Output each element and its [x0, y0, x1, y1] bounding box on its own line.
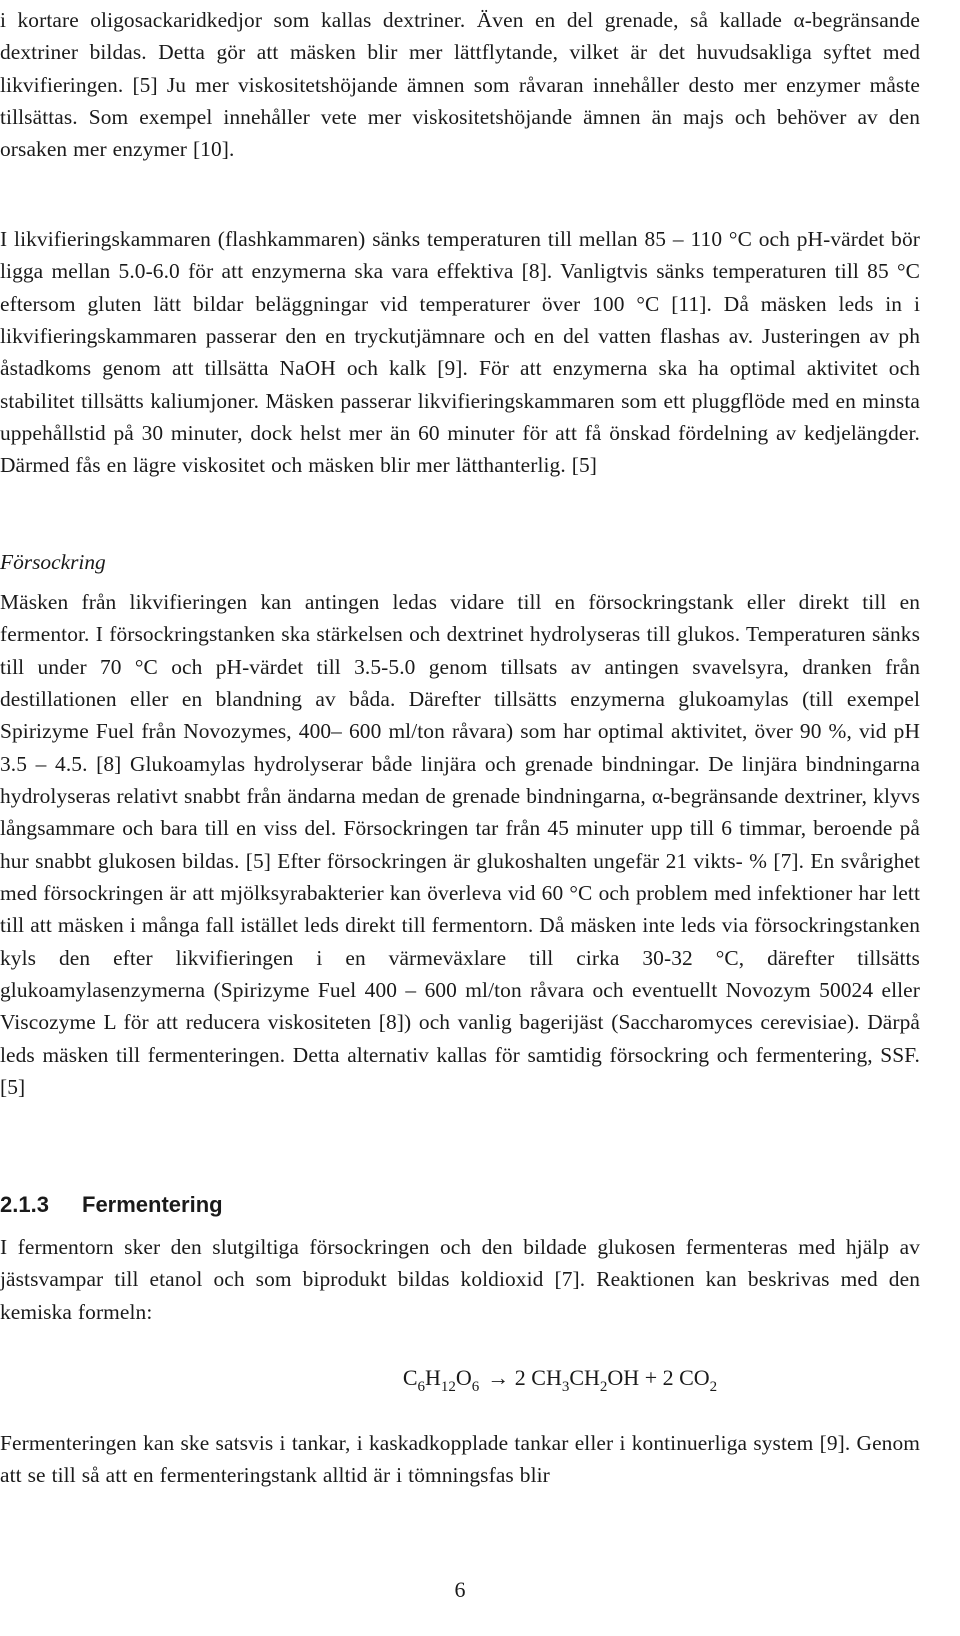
- formula-subscript: 3: [561, 1379, 570, 1395]
- plus-sign: +: [644, 1365, 658, 1390]
- formula-subscript: 12: [440, 1379, 456, 1395]
- formula-subscript: 2: [599, 1379, 608, 1395]
- page-number: 6: [454, 1577, 466, 1602]
- chemical-formula: [403, 1358, 717, 1398]
- formula-subscript: 6: [417, 1379, 426, 1395]
- paragraph-forsockring: Mäsken från likvifieringen kan antingen ledas vidare till en försockringstank eller direkt till en fermentor. I försockringstanken ska stärkelsen och dextrinet hydrolyseras till glukos. Temperaturen sänks till under 70 °C och pH-värdet till 3.5-5.0 genom tillsats av antingen svavelsyra, dranken från destillationen eller en blandning av båda. Därefter tillsätts enzymerna glukoamylas (till exempel Spirizyme Fuel från Novozymes, 400– 600 ml/ton råvara) som har optimal aktivitet, över 90 %, vid pH 3.5 – 4.5. [8] Glukoamylas hydrolyserar både linjära och grenade bindningar. De linjära bindningarna hydrolyseras relativt snabbt från ändarna medan de grenade bindningarna, α-begränsande dextriner, klyvs långsammare och bara till en viss del. Försockringen tar från 45 minuter upp till 6 timmar, beroende på hur snabbt glukosen bildas. [5] Efter försockringen är glukoshalten ungefär 21 vikts- % [7]. En svårighet med försockringen är att mjölksyrabakterier kan överleva vid 60 °C och problem med infektioner har lett till att mäsken i många fall istället leds direkt till fermentorn. Då mäsken inte leds via försockringstanken kyls den efter likvifieringen i en värmeväxlare till cirka 30-32 °C, därefter tillsätts glukoamylasenzymerna (Spirizyme Fuel 400 – 600 ml/ton råvara och eventuellt Novozym 50024 eller Viscozyme L för att reducera viskositeten [8]) och vanlig bagerijäst (Saccharomyces cerevisiae). Därpå leds mäsken till fermenteringen. Detta alternativ kallas för samtidig försockring och fermentering, SSF. [5]: [0, 590, 920, 1100]
- paragraph-fermentering-1: I fermentorn sker den slutgiltiga försockringen och den bildade glukosen fermenteras med hjälp av jästsvampar till etanol och som biprodukt bildas koldioxid [7]. Reaktionen kan beskrivas med den kemiska formeln:: [0, 1235, 920, 1324]
- section-heading-fermentering: [0, 1189, 223, 1221]
- paragraph-fermentering-2: Fermenteringen kan ske satsvis i tankar, i kaskadkopplade tankar eller i kontinuerliga system [9]. Genom att se till så att en fermenteringstank alltid är i tömningsfas blir: [0, 1431, 920, 1488]
- formula-term: O: [455, 1365, 472, 1390]
- section-title: Fermentering: [82, 1192, 223, 1217]
- paragraph-liquefaction: I likvifieringskammaren (flashkammaren) sänks temperaturen till mellan 85 – 110 °C och pH-värdet bör ligga mellan 5.0-6.0 för att enzymerna ska vara effektiva [8]. Vanligtvis sänks temperaturen till 85 °C eftersom gluten lätt bildar beläggningar vid temperaturer över 100 °C [11]. Då mäsken leds in i likvifieringskammaren passerar den en tryckutjämnare och en del vatten flashas av. Justeringen av ph åstadkoms genom att tillsätta NaOH och kalk [9]. För att enzymerna ska ha optimal aktivitet och stabilitet tillsätts kaliumjoner. Mäsken passerar likvifieringskammaren som ett pluggflöde med en minsta uppehållstid på 30 minuter, dock helst mer än 60 minuter för att få önskad fördelning av kedjelängder. Därmed fås en lägre viskositet och mäsken blir mer lätthanterlig. [5]: [0, 227, 920, 478]
- formula-coefficient: 2: [662, 1365, 674, 1390]
- reaction-arrow: →: [487, 1365, 510, 1390]
- subheading-forsockring: Försockring: [0, 550, 106, 574]
- formula-term: CH: [531, 1365, 562, 1390]
- section-number: 2.1.3: [0, 1192, 49, 1217]
- formula-term: CH: [569, 1365, 600, 1390]
- formula-subscript: 6: [471, 1379, 480, 1395]
- formula-coefficient: 2: [514, 1365, 526, 1390]
- paragraph-intro: i kortare oligosackaridkedjor som kallas dextriner. Även en del grenade, så kallade α-begränsande dextriner bildas. Detta gör att mäsken blir mer lättflytande, vilket är det huvudsakliga syftet med likvifieringen. [5] Ju mer viskositetshöjande ämnen som råvaran innehåller desto mer enzymer måste tillsättas. Som exempel innehåller vete mer viskositetshöjande ämnen än majs och behöver av den orsaken mer enzymer [10].: [0, 8, 920, 162]
- formula-term: C: [402, 1365, 418, 1390]
- formula-term: CO: [679, 1365, 710, 1390]
- formula-subscript: 2: [709, 1379, 718, 1395]
- formula-term: H: [425, 1365, 441, 1390]
- formula-term: OH: [607, 1365, 640, 1390]
